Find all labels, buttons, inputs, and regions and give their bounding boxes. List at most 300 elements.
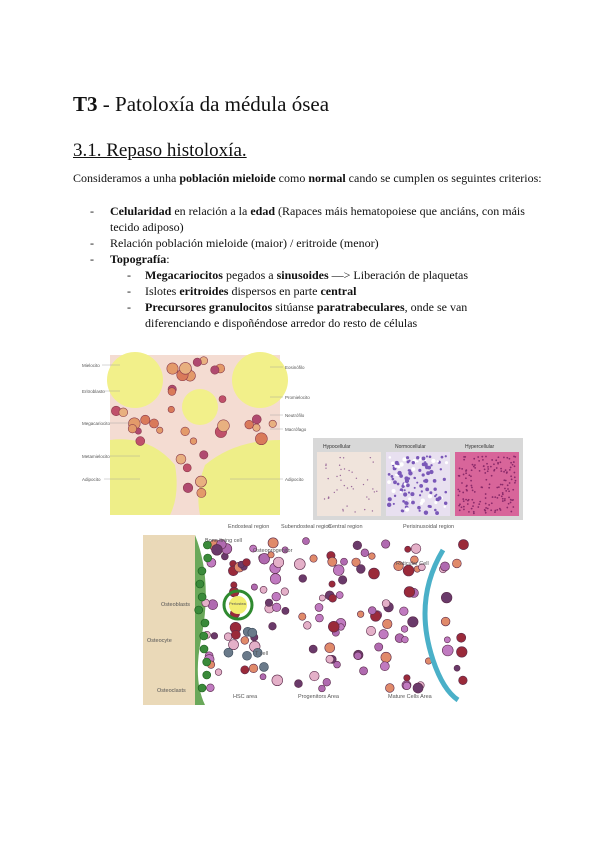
- tissue-cell: [492, 496, 494, 498]
- marrow-cell: [190, 438, 197, 445]
- tissue-cell: [505, 469, 507, 471]
- bullet-dash: -: [90, 252, 94, 266]
- tissue-cell: [395, 461, 399, 465]
- tissue-cell: [444, 506, 446, 508]
- tissue-cell: [499, 461, 501, 463]
- tissue-cell: [393, 480, 397, 484]
- tissue-cell: [483, 465, 485, 467]
- tissue-cell: [510, 511, 512, 513]
- tissue-cell: [509, 482, 511, 484]
- fig1-label: Promielocito: [285, 395, 310, 400]
- tissue-cell: [491, 475, 493, 477]
- fig1-label: Macrófago: [285, 427, 307, 432]
- tissue-cell: [473, 458, 475, 460]
- tissue-cell: [328, 496, 329, 497]
- tissue-cell: [364, 509, 365, 510]
- tissue-cell: [471, 469, 473, 471]
- fig3-label: Perisinusoidal region: [403, 524, 455, 530]
- niche-cell: [457, 633, 466, 642]
- tissue-cell: [465, 499, 467, 501]
- tissue-cell: [510, 502, 512, 504]
- tissue-cell: [463, 456, 465, 458]
- tissue-cell: [508, 496, 510, 498]
- tissue-cell: [484, 509, 486, 511]
- tissue-cell: [392, 478, 395, 481]
- tissue-cell: [403, 492, 407, 496]
- niche-cell: [272, 675, 283, 686]
- tissue-cell: [485, 507, 487, 509]
- tissue-cell: [366, 496, 367, 497]
- niche-cell: [380, 662, 389, 671]
- niche-cell: [353, 541, 362, 550]
- tissue-cell: [416, 482, 418, 484]
- tissue-cell: [392, 489, 396, 493]
- tissue-cell: [471, 508, 473, 510]
- tissue-cell: [506, 507, 508, 509]
- section-heading: 3.1. Repaso histoloxía.: [73, 140, 247, 161]
- tissue-cell: [458, 505, 460, 507]
- tissue-cell: [485, 512, 487, 514]
- tissue-cell: [340, 479, 341, 480]
- niche-cell: [369, 553, 376, 560]
- tissue-cell: [336, 489, 337, 490]
- tissue-cell: [477, 456, 479, 458]
- niche-cell: [215, 669, 222, 676]
- marrow-cell: [219, 396, 226, 403]
- marrow-cell: [136, 437, 145, 446]
- niche-cell: [328, 621, 339, 632]
- osteoblast-cell: [196, 580, 204, 588]
- tissue-cell: [487, 508, 489, 510]
- tissue-cell: [502, 500, 504, 502]
- tissue-cell: [404, 489, 406, 491]
- niche-cell: [272, 603, 281, 612]
- tissue-cell: [420, 502, 423, 505]
- tissue-cell: [502, 493, 504, 495]
- tissue-cell: [473, 511, 475, 513]
- tissue-cell: [422, 457, 426, 461]
- niche-cell: [382, 600, 390, 608]
- tissue-cell: [405, 479, 409, 483]
- tissue-cell: [503, 457, 505, 459]
- niche-cell: [404, 675, 410, 681]
- bullet-precursores: Precursores granulocitos sitúanse paratrabeculares, onde se van diferenciando e dispoñéndose arredor do resto de células: [145, 300, 468, 330]
- tissue-cell: [408, 491, 410, 493]
- tissue-cell: [397, 483, 400, 486]
- niche-cell: [413, 683, 423, 693]
- tissue-cell: [503, 471, 505, 473]
- tissue-cell: [425, 487, 429, 491]
- tissue-cell: [504, 500, 506, 502]
- tissue-cell: [424, 479, 428, 483]
- niche-cell: [366, 626, 375, 635]
- tissue-cell: [477, 506, 479, 508]
- tissue-cell: [421, 490, 423, 492]
- fig3-label: HSC area: [233, 694, 258, 700]
- fig1-label: Megacariocito: [82, 421, 111, 426]
- marrow-cell: [255, 433, 267, 445]
- tissue-cell: [500, 470, 502, 472]
- tissue-cell: [500, 468, 502, 470]
- bullet-relacion: Relación población mieloide (maior) / eritroide (menor): [110, 236, 379, 250]
- tissue-cell: [513, 472, 515, 474]
- marrow-cell: [167, 363, 178, 374]
- tissue-cell: [473, 512, 475, 514]
- tissue-cell: [467, 500, 469, 502]
- tissue-cell: [419, 510, 421, 512]
- tissue-cell: [429, 505, 432, 508]
- tissue-cell: [505, 490, 507, 492]
- tissue-cell: [416, 456, 419, 459]
- osteoblast-cell: [198, 567, 206, 575]
- tissue-cell: [339, 465, 340, 466]
- tissue-cell: [500, 484, 502, 486]
- niche-cell: [357, 611, 364, 618]
- tissue-cell: [429, 470, 433, 474]
- tissue-cell: [406, 456, 409, 459]
- tissue-cell: [468, 474, 470, 476]
- niche-cell: [282, 607, 289, 614]
- fig3-label: Osteoprogenitor: [253, 548, 293, 554]
- tissue-cell: [445, 455, 447, 457]
- niche-cell: [319, 595, 325, 601]
- tissue-cell: [494, 510, 496, 512]
- marrow-cell: [141, 415, 150, 424]
- tissue-cell: [484, 468, 486, 470]
- tissue-cell: [465, 469, 467, 471]
- marrow-cell: [181, 427, 190, 436]
- osteoblast-cell: [200, 645, 208, 653]
- tissue-cell: [408, 472, 410, 474]
- niche-cell: [281, 588, 289, 596]
- tissue-cell: [406, 483, 410, 487]
- tissue-cell: [410, 492, 414, 496]
- tissue-cell: [514, 456, 516, 458]
- marrow-cell: [253, 424, 260, 431]
- fig1-label: Eosinófilo: [285, 365, 305, 370]
- fig3-label: Progenitors Area: [298, 694, 339, 700]
- tissue-cell: [400, 491, 402, 493]
- tissue-cell: [511, 499, 513, 501]
- tissue-cell: [474, 467, 476, 469]
- tissue-cell: [459, 467, 461, 469]
- niche-cell: [354, 652, 362, 660]
- tissue-cell: [387, 480, 391, 484]
- tissue-cell: [435, 511, 439, 515]
- tissue-cell: [512, 506, 514, 508]
- niche-cell: [251, 584, 257, 590]
- tissue-cell: [401, 509, 404, 512]
- tissue-cell: [499, 508, 501, 510]
- tissue-cell: [462, 498, 464, 500]
- tissue-cell: [368, 498, 369, 499]
- fig3-label: Reticular Cell: [396, 561, 429, 567]
- bullet-dash: -: [90, 236, 94, 250]
- marrow-cell: [245, 420, 254, 429]
- niche-cell: [338, 576, 346, 584]
- niche-cell: [295, 680, 303, 688]
- tissue-cell: [494, 496, 496, 498]
- tissue-cell: [407, 460, 410, 463]
- niche-cell: [401, 626, 408, 633]
- tissue-cell: [444, 502, 447, 505]
- niche-cell: [383, 619, 392, 628]
- niche-cell: [319, 685, 326, 692]
- niche-cell: [315, 614, 323, 622]
- tissue-cell: [354, 511, 355, 512]
- osteoblast-cell: [198, 593, 206, 601]
- tissue-cell: [388, 473, 391, 476]
- marrow-cell: [183, 483, 193, 493]
- niche-cell: [299, 613, 306, 620]
- marrow-cell: [211, 366, 219, 374]
- tissue-cell: [496, 487, 498, 489]
- marrow-cell: [119, 408, 128, 417]
- tissue-cell: [494, 469, 496, 471]
- niche-cell: [452, 559, 461, 568]
- niche-cell: [299, 575, 307, 583]
- marrow-niche-diagram: [143, 520, 473, 705]
- fig3-label: Bone lining cell: [205, 538, 242, 544]
- niche-cell: [224, 633, 232, 641]
- tissue-cell: [413, 477, 415, 479]
- tcell: [248, 628, 257, 637]
- fig3-label: Osteoblasts: [161, 602, 191, 608]
- bullet-dash: -: [127, 268, 131, 282]
- bullet-dash: -: [90, 204, 94, 218]
- tissue-cell: [485, 479, 487, 481]
- tissue-cell: [482, 459, 484, 461]
- tissue-cell: [486, 463, 488, 465]
- marrow-cell: [200, 451, 208, 459]
- tcell: [224, 648, 233, 657]
- tissue-cell: [461, 506, 463, 508]
- tissue-cell: [471, 487, 473, 489]
- tissue-cell: [344, 485, 345, 486]
- tissue-cell: [497, 456, 499, 458]
- niche-cell: [381, 540, 389, 548]
- tissue-cell: [399, 474, 403, 478]
- tissue-cell: [478, 460, 480, 462]
- tissue-cell: [487, 466, 489, 468]
- marrow-cell: [157, 427, 163, 433]
- fig3-label: T cell: [255, 651, 269, 657]
- osteoblast-cell: [198, 684, 206, 692]
- tissue-cell: [508, 503, 510, 505]
- niche-cell: [329, 581, 335, 587]
- tissue-cell: [419, 484, 423, 488]
- osteoblast-cell: [203, 671, 211, 679]
- tissue-cell: [466, 490, 468, 492]
- niche-cell: [303, 622, 311, 630]
- tissue-cell: [472, 505, 474, 507]
- niche-cell: [408, 617, 418, 627]
- bullet-dash: -: [127, 284, 131, 298]
- tissue-cell: [412, 461, 415, 464]
- tissue-cell: [511, 479, 513, 481]
- tissue-cell: [342, 510, 343, 511]
- marrow-cell: [193, 358, 201, 366]
- tissue-cell: [411, 501, 415, 505]
- tissue-cell: [472, 464, 474, 466]
- niche-cell: [441, 592, 452, 603]
- tissue-cell: [343, 457, 344, 458]
- tissue-cell: [336, 476, 337, 477]
- niche-cell: [369, 568, 380, 579]
- niche-cell: [241, 637, 249, 645]
- tissue-cell: [334, 492, 335, 493]
- tissue-cell: [417, 506, 421, 510]
- bullet-celularidad: Celularidad en relación a la edad (Rapaces máis hematopoiese que anciáns, con máis tecido adiposo): [110, 204, 525, 234]
- osteoblast-cell: [201, 619, 209, 627]
- tissue-cell: [465, 472, 467, 474]
- tissue-cell: [494, 511, 496, 513]
- page-title: T3 - Patoloxía da médula ósea: [73, 92, 330, 116]
- tissue-cell: [485, 456, 487, 458]
- tissue-cell: [324, 498, 325, 499]
- tissue-cell: [363, 484, 364, 485]
- niche-cell: [361, 549, 369, 557]
- tissue-cell: [418, 469, 421, 472]
- tissue-cell: [498, 494, 500, 496]
- tissue-cell: [462, 492, 464, 494]
- niche-cell: [334, 661, 341, 668]
- tcell: [259, 662, 268, 671]
- tissue-cell: [391, 475, 394, 478]
- osteoblast-cell: [195, 606, 203, 614]
- niche-cell: [323, 678, 331, 686]
- niche-cell: [294, 559, 305, 570]
- marrow-cell: [168, 388, 176, 396]
- tissue-cell: [509, 469, 511, 471]
- niche-cell: [441, 617, 450, 626]
- tissue-cell: [479, 470, 481, 472]
- tissue-cell: [512, 464, 514, 466]
- niche-cell: [368, 607, 376, 615]
- niche-cell: [270, 574, 281, 585]
- tissue-cell: [493, 463, 495, 465]
- marrow-cell: [128, 424, 136, 432]
- tissue-cell: [438, 496, 442, 500]
- tissue-cell: [472, 489, 474, 491]
- cellularity-panels: [313, 438, 523, 520]
- marrow-cell: [150, 419, 159, 428]
- tissue-cell: [325, 464, 326, 465]
- tissue-cell: [473, 502, 475, 504]
- tissue-cell: [339, 457, 340, 458]
- tissue-cell: [509, 458, 511, 460]
- tissue-cell: [424, 510, 428, 514]
- niche-cell: [458, 540, 468, 550]
- tissue-cell: [506, 457, 508, 459]
- tissue-cell: [506, 471, 508, 473]
- niche-cell: [272, 592, 281, 601]
- tissue-cell: [342, 509, 343, 510]
- niche-cell: [243, 559, 251, 567]
- niche-cell: [231, 630, 240, 639]
- tissue-cell: [491, 502, 493, 504]
- fig3-label: Endosteal region: [228, 524, 270, 530]
- tissue-cell: [434, 509, 437, 512]
- niche-cell: [454, 665, 460, 671]
- tissue-cell: [473, 466, 475, 468]
- tissue-cell: [512, 489, 514, 491]
- bullet-islotes: Islotes eritroides dispersos en parte central: [145, 284, 357, 298]
- marrow-cell: [269, 420, 276, 427]
- niche-cell: [302, 538, 309, 545]
- niche-cell: [241, 666, 249, 674]
- tissue-cell: [510, 462, 512, 464]
- tcell: [242, 651, 251, 660]
- tissue-cell: [504, 498, 506, 500]
- niche-cell: [385, 684, 394, 693]
- fig3-label: Osteoclasts: [157, 688, 186, 694]
- tissue-cell: [463, 506, 465, 508]
- tissue-cell: [485, 503, 487, 505]
- niche-cell: [211, 633, 218, 640]
- tissue-cell: [502, 484, 504, 486]
- tissue-cell: [411, 467, 415, 471]
- tissue-cell: [463, 500, 465, 502]
- tissue-cell: [440, 468, 442, 470]
- tissue-cell: [508, 490, 510, 492]
- niche-cell: [381, 652, 391, 662]
- marrow-cell: [252, 415, 261, 424]
- bullet-megacariocitos: Megacariocitos pegados a sinusoides —> Liberación de plaquetas: [145, 268, 469, 282]
- marrow-cell: [195, 476, 206, 487]
- tissue-cell: [325, 468, 326, 469]
- marrow-histology-figure: [80, 345, 330, 515]
- tissue-cell: [387, 503, 391, 507]
- tissue-cell: [510, 475, 512, 477]
- tissue-cell: [474, 464, 476, 466]
- marrow-cell: [197, 488, 206, 497]
- tissue-cell: [416, 460, 418, 462]
- tissue-cell: [340, 475, 341, 476]
- tissue-cell: [389, 456, 392, 459]
- niche-cell: [405, 546, 411, 552]
- niche-cell: [444, 637, 450, 643]
- tissue-cell: [497, 497, 499, 499]
- panel-label-hypocellular: Hypocellular: [323, 444, 351, 450]
- niche-cell: [207, 684, 215, 692]
- tissue-cell: [428, 494, 432, 498]
- tissue-cell: [474, 491, 476, 493]
- marrow-cell: [176, 454, 186, 464]
- tissue-cell: [496, 509, 498, 511]
- tissue-cell: [346, 505, 347, 506]
- tissue-cell: [325, 465, 326, 466]
- bullet-dash: -: [127, 300, 131, 314]
- niche-cell: [325, 643, 335, 653]
- tissue-cell: [397, 465, 400, 468]
- osteoblast-cell: [200, 632, 208, 640]
- tissue-cell: [426, 455, 428, 457]
- tissue-cell: [514, 465, 516, 467]
- niche-cell: [260, 586, 267, 593]
- tissue-cell: [504, 488, 506, 490]
- tissue-cell: [391, 461, 395, 465]
- tissue-cell: [481, 486, 483, 488]
- tissue-cell: [370, 457, 371, 458]
- niche-cell: [333, 565, 344, 576]
- tissue-cell: [405, 507, 409, 511]
- marrow-cell: [218, 420, 230, 432]
- tissue-cell: [497, 462, 499, 464]
- tissue-cell: [372, 488, 373, 489]
- niche-cell: [328, 557, 337, 566]
- fig3-label: Mature Cells Area: [388, 694, 432, 700]
